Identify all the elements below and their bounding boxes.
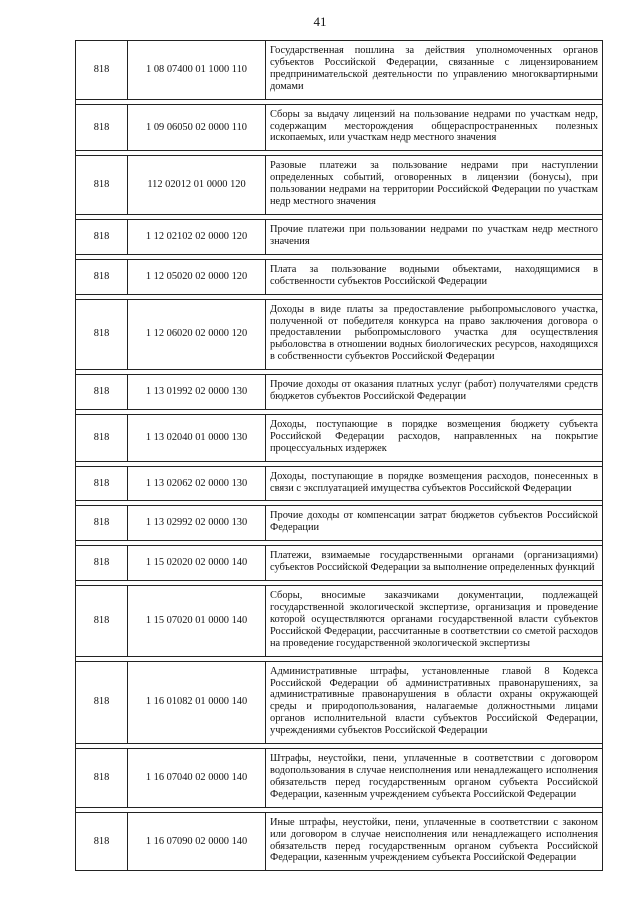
table-row bbox=[76, 104, 603, 151]
budget-code-cell: 1 08 07400 01 1000 110 bbox=[128, 41, 266, 100]
description-cell: Доходы, поступающие в порядке возмещения расходов, понесенных в связи с эксплуатацией имущества субъектов Российской Федерации bbox=[266, 466, 603, 501]
admin-code-cell: 818 bbox=[76, 41, 128, 100]
description-cell: Административные штрафы, установленные главой 8 Кодекса Российской Федерации об административных правонарушениях, за административные правонарушения в области охраны окружающей среды и природопользования, налагаемые должностными лицами органов исполнительной власти субъектов Российской Федерации, учреждениями субъектов Российской Федерации bbox=[266, 661, 603, 743]
budget-code-cell: 1 13 02040 01 0000 130 bbox=[128, 414, 266, 461]
admin-code-cell: 818 bbox=[76, 586, 128, 657]
table-row bbox=[76, 749, 603, 808]
description-cell: Доходы, поступающие в порядке возмещения бюджету субъекта Российской Федерации расходов, направленных на покрытие процессуальных издержек bbox=[266, 414, 603, 461]
admin-code-cell: 818 bbox=[76, 812, 128, 871]
table-row bbox=[76, 41, 603, 100]
table-row bbox=[76, 586, 603, 657]
admin-code-cell: 818 bbox=[76, 466, 128, 501]
budget-code-cell: 1 15 07020 01 0000 140 bbox=[128, 586, 266, 657]
page-number: 41 bbox=[313, 14, 327, 29]
admin-code-cell: 818 bbox=[76, 749, 128, 808]
table-row bbox=[76, 375, 603, 410]
table-row bbox=[76, 661, 603, 743]
admin-code-cell: 818 bbox=[76, 506, 128, 541]
description-cell: Прочие доходы от компенсации затрат бюджетов субъектов Российской Федерации bbox=[266, 506, 603, 541]
description-cell: Иные штрафы, неустойки, пени, уплаченные в соответствии с законом или договором в случае неисполнения или ненадлежащего исполнения обязательств перед государственным органом субъекта Российской Федерации, казенным учреждением субъекта Российской Федерации bbox=[266, 812, 603, 871]
budget-code-cell: 1 13 02062 02 0000 130 bbox=[128, 466, 266, 501]
admin-code-cell: 818 bbox=[76, 219, 128, 254]
admin-code-cell: 818 bbox=[76, 661, 128, 743]
description-cell: Доходы в виде платы за предоставление рыбопромыслового участка, полученной от победителя конкурса на право заключения договора о предоставлении рыбопромыслового участка для осуществления рыболовства в отношении водных биологических ресурсов, находящихся в собственности субъектов Российской Федерации bbox=[266, 299, 603, 370]
budget-code-cell: 1 12 06020 02 0000 120 bbox=[128, 299, 266, 370]
budget-code-cell: 1 16 07040 02 0000 140 bbox=[128, 749, 266, 808]
description-cell: Сборы, вносимые заказчиками документации, подлежащей государственной экологической экспертизе, организация и проведение которой осуществляются органами государственной власти субъектов Российской Федерации, рассчитанные в соответствии со сметой расходов на проведение государственной экологической экспертизы bbox=[266, 586, 603, 657]
description-cell: Разовые платежи за пользование недрами при наступлении определенных событий, оговоренных в лицензии (бонусы), при пользовании недрами на территории Российской Федерации по участкам недр местного значения bbox=[266, 156, 603, 215]
admin-code-cell: 818 bbox=[76, 299, 128, 370]
admin-code-cell: 818 bbox=[76, 375, 128, 410]
table-row bbox=[76, 259, 603, 294]
table-row bbox=[76, 414, 603, 461]
table-row bbox=[76, 812, 603, 871]
budget-code-cell: 112 02012 01 0000 120 bbox=[128, 156, 266, 215]
budget-code-cell: 1 12 05020 02 0000 120 bbox=[128, 259, 266, 294]
budget-code-cell: 1 13 01992 02 0000 130 bbox=[128, 375, 266, 410]
description-cell: Сборы за выдачу лицензий на пользование недрами по участкам недр, содержащим месторождения общераспространенных полезных ископаемых, или участкам недр местного значения bbox=[266, 104, 603, 151]
admin-code-cell: 818 bbox=[76, 546, 128, 581]
admin-code-cell: 818 bbox=[76, 156, 128, 215]
budget-code-cell: 1 15 02020 02 0000 140 bbox=[128, 546, 266, 581]
description-cell: Прочие доходы от оказания платных услуг (работ) получателями средств бюджетов субъектов Российской Федерации bbox=[266, 375, 603, 410]
budget-code-cell: 1 16 01082 01 0000 140 bbox=[128, 661, 266, 743]
table-row bbox=[76, 156, 603, 215]
table-row bbox=[76, 506, 603, 541]
description-cell: Плата за пользование водными объектами, находящимися в собственности субъектов Российской Федерации bbox=[266, 259, 603, 294]
description-cell: Штрафы, неустойки, пени, уплаченные в соответствии с договором водопользования в случае неисполнения или ненадлежащего исполнения обязательств перед государственным органом субъекта Российской Федерации, казенным учреждением субъекта Российской Федерации bbox=[266, 749, 603, 808]
description-cell: Прочие платежи при пользовании недрами по участкам недр местного значения bbox=[266, 219, 603, 254]
admin-code-cell: 818 bbox=[76, 414, 128, 461]
budget-code-cell: 1 12 02102 02 0000 120 bbox=[128, 219, 266, 254]
table-row bbox=[76, 466, 603, 501]
table-row bbox=[76, 299, 603, 370]
budget-code-cell: 1 13 02992 02 0000 130 bbox=[128, 506, 266, 541]
budget-code-cell: 1 16 07090 02 0000 140 bbox=[128, 812, 266, 871]
description-cell: Платежи, взимаемые государственными органами (организациями) субъектов Российской Федерации за выполнение определенных функций bbox=[266, 546, 603, 581]
admin-code-cell: 818 bbox=[76, 104, 128, 151]
revenue-classification-table bbox=[75, 40, 603, 871]
budget-code-cell: 1 09 06050 02 0000 110 bbox=[128, 104, 266, 151]
description-cell: Государственная пошлина за действия уполномоченных органов субъектов Российской Федерации, связанные с лицензированием предпринимательской деятельности по управлению многоквартирными домами bbox=[266, 41, 603, 100]
table-row bbox=[76, 546, 603, 581]
table-row bbox=[76, 219, 603, 254]
admin-code-cell: 818 bbox=[76, 259, 128, 294]
